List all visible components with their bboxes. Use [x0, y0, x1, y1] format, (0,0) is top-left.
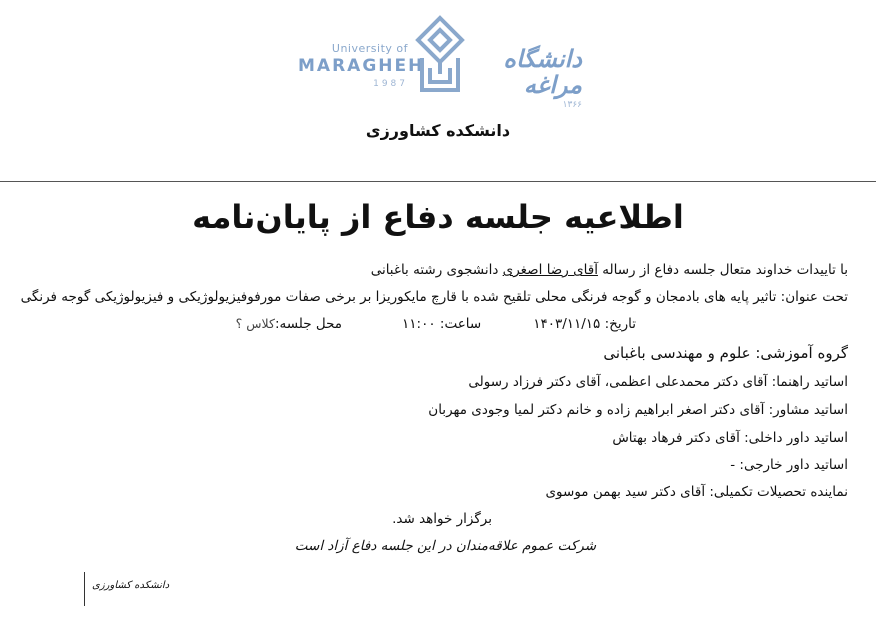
page-title: اطلاعیه جلسه دفاع از پایان‌نامه	[192, 198, 684, 236]
logo-fa-name: دانشگاه مراغه	[503, 44, 582, 99]
logo-en-line2: MARAGHEH	[298, 56, 425, 76]
intro-before: با تاییدات خداوند متعال جلسه دفاع از رساله	[597, 262, 848, 278]
logo-fa-year: ۱۳۶۶	[562, 100, 582, 110]
faculty-name: دانشکده کشاورزی	[365, 121, 511, 140]
schedule-line	[236, 316, 636, 332]
advisors: اساتید مشاور: آقای دکتر اصغر ابراهیم زاده و خانم دکتر لمیا وجودی مهربان	[428, 402, 848, 418]
supervisors: اساتید راهنما: آقای دکتر محمدعلی اعظمی، آقای دکتر فرزاد رسولی	[468, 374, 848, 390]
intro-line	[371, 262, 848, 278]
signature-stamp	[84, 572, 170, 606]
internal-referee: اساتید داور داخلی: آقای دکتر فرهاد بهتاش	[612, 430, 848, 446]
department-group: گروه آموزشی: علوم و مهندسی باغبانی	[603, 344, 848, 362]
university-logo	[298, 12, 588, 110]
university-emblem-icon	[410, 12, 470, 98]
intro-after: دانشجوی رشته باغبانی	[370, 262, 503, 278]
external-referee: اساتید داور خارجی: -	[730, 457, 848, 473]
defense-date: تاریخ: ۱۴۰۳/۱۱/۱۵	[533, 316, 636, 332]
header-divider	[0, 181, 876, 182]
graduate-representative: نماینده تحصیلات تکمیلی: آقای دکتر سید بهمن موسوی	[545, 484, 848, 500]
logo-en-line1: University of	[331, 42, 408, 55]
location-value: کلاس ؟	[235, 316, 275, 331]
logo-english-text	[298, 42, 425, 89]
logo-en-year: 1987	[373, 79, 408, 89]
logo-persian-text	[470, 46, 582, 110]
public-invitation: شرکت عموم علاقه‌مندان در این جلسه دفاع آزاد است	[294, 538, 596, 554]
will-be-held: برگزار خواهد شد.	[392, 511, 492, 527]
location-label: محل جلسه:	[274, 316, 343, 332]
thesis-subject: تحت عنوان: تاثیر پایه های بادمجان و گوجه فرنگی محلی تلقیح شده با قارچ مایکوریزا بر برخی صفات مورفوفیزیولوژیکی و فیزیولوژیکی گوجه فرنگی	[20, 289, 848, 305]
student-name: آقای رضا اصغری	[502, 262, 598, 278]
defense-time: ساعت: ۱۱:۰۰	[402, 316, 482, 332]
signature-bar	[84, 572, 85, 606]
signature-text: دانشکده کشاورزی	[92, 580, 170, 591]
